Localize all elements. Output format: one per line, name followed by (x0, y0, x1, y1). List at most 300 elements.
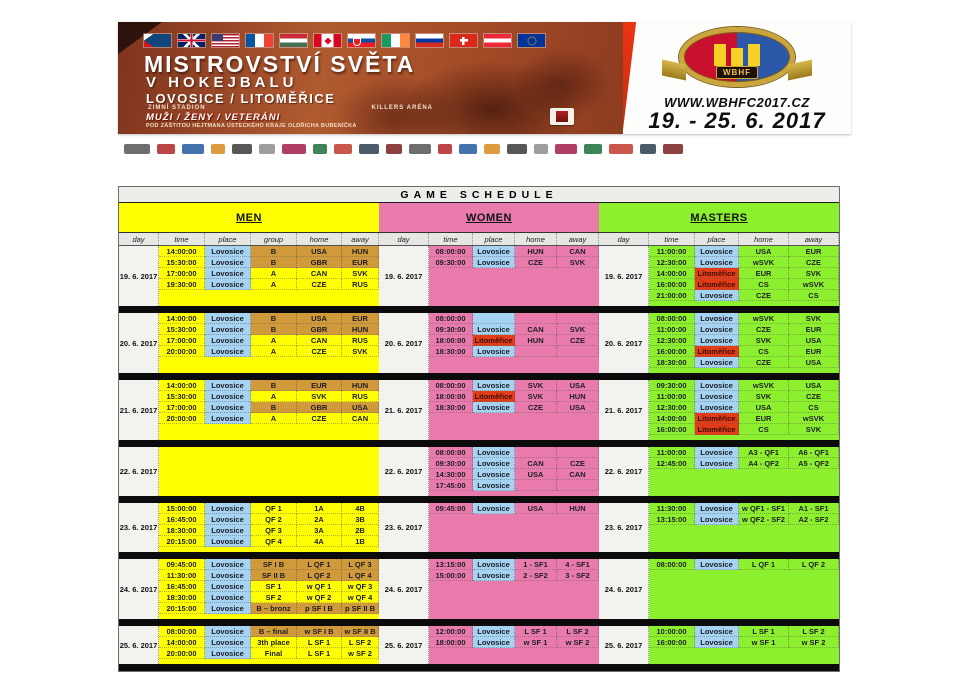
cell-away: CAN (557, 246, 599, 257)
cell-away: HUN (557, 503, 599, 514)
sponsor-logo (313, 144, 327, 154)
cell-home: 2A (297, 514, 342, 525)
rows-area (649, 313, 839, 373)
arena-logo (550, 108, 574, 125)
filler (159, 447, 379, 496)
men-day-block (119, 503, 379, 552)
cell-away: CZE (557, 335, 599, 346)
game-row (649, 559, 839, 570)
cell-time: 15:00:00 (429, 570, 473, 581)
cell-time: 17:00:00 (159, 402, 205, 413)
cell-away: w QF 4 (342, 592, 379, 603)
column-header-women-day: day (379, 233, 429, 245)
cell-place: Lovosice (695, 313, 739, 324)
day-cell: 20. 6. 2017 (379, 313, 429, 373)
rows-area (159, 246, 379, 306)
day-cell: 20. 6. 2017 (599, 313, 649, 373)
game-row (649, 503, 839, 514)
cell-away: SVK (789, 268, 839, 279)
game-row (429, 626, 599, 637)
column-header-women-time: time (429, 233, 473, 245)
cell-away: 4 - SF1 (557, 559, 599, 570)
day-cell: 25. 6. 2017 (119, 626, 159, 664)
event-website: WWW.WBHFC2017.CZ (664, 95, 810, 110)
cell-place: Lovosice (695, 514, 739, 525)
men-day-block (119, 380, 379, 440)
filler (649, 368, 839, 373)
column-header-masters-time: time (649, 233, 695, 245)
cell-home: USA (739, 402, 789, 413)
game-row (649, 380, 839, 391)
cell-home: w QF 2 (297, 592, 342, 603)
cell-away: HUN (342, 246, 379, 257)
game-row (429, 335, 599, 346)
cell-time: 15:30:00 (159, 391, 205, 402)
rows-area (649, 626, 839, 664)
game-row (159, 346, 379, 357)
rows-area (429, 246, 599, 306)
cell-group: B (251, 380, 297, 391)
cell-place: Lovosice (695, 626, 739, 637)
cell-place: Lovosice (205, 503, 251, 514)
cell-group: SF II B (251, 570, 297, 581)
cell-home: 4A (297, 536, 342, 547)
gbr-flag-icon (178, 34, 205, 47)
day-block (119, 313, 839, 373)
venue-right: KILLERS ARÉNA (371, 105, 433, 111)
cell-time: 14:00:00 (649, 413, 695, 424)
day-cell: 19. 6. 2017 (379, 246, 429, 306)
cell-away (557, 480, 599, 491)
cell-time: 12:30:00 (649, 335, 695, 346)
game-row (159, 257, 379, 268)
wbhf-logo (679, 27, 795, 87)
sponsor-logo (232, 144, 252, 154)
filler (429, 413, 599, 440)
cell-time: 09:45:00 (429, 503, 473, 514)
cell-home: USA (515, 469, 557, 480)
game-row (159, 313, 379, 324)
cell-time: 14:00:00 (159, 637, 205, 648)
venues-line (148, 105, 433, 111)
cell-group: A (251, 413, 297, 424)
section-headers-row (119, 203, 839, 233)
cell-time: 12:00:00 (429, 626, 473, 637)
cell-home: CS (739, 279, 789, 290)
game-row (649, 447, 839, 458)
rows-area (159, 503, 379, 552)
sponsor-logo (555, 144, 577, 154)
cell-place: Lovosice (205, 413, 251, 424)
cell-time: 08:00:00 (429, 380, 473, 391)
filler (429, 581, 599, 619)
cell-place: Lovosice (695, 402, 739, 413)
day-cell: 22. 6. 2017 (379, 447, 429, 496)
men-day-block (119, 559, 379, 619)
game-row (649, 424, 839, 435)
game-row (649, 313, 839, 324)
cell-home: EUR (739, 268, 789, 279)
cell-place: Lovosice (205, 279, 251, 290)
irl-flag-icon (382, 34, 409, 47)
cell-away: RUS (342, 335, 379, 346)
cell-time: 20:15:00 (159, 603, 205, 614)
game-row (159, 603, 379, 614)
game-row (429, 402, 599, 413)
game-row (159, 380, 379, 391)
cell-home: SVK (297, 391, 342, 402)
masters-day-block (599, 447, 839, 496)
cell-time: 17:45:00 (429, 480, 473, 491)
cell-time: 16:00:00 (649, 279, 695, 290)
game-row (429, 346, 599, 357)
logo-wing-left (662, 59, 686, 80)
cell-group: SF I B (251, 559, 297, 570)
cell-home (515, 313, 557, 324)
cell-away: L SF 2 (342, 637, 379, 648)
cell-home: CZE (515, 402, 557, 413)
cell-away: wSVK (789, 279, 839, 290)
sponsor-logo (334, 144, 352, 154)
cell-time: 18:30:00 (649, 357, 695, 368)
cell-place: Lovosice (205, 335, 251, 346)
sponsor-logo (507, 144, 527, 154)
cell-home: CS (739, 346, 789, 357)
cell-group: B (251, 402, 297, 413)
cell-place: Lovosice (205, 246, 251, 257)
cell-away: USA (557, 380, 599, 391)
cell-away: SVK (789, 424, 839, 435)
game-row (159, 246, 379, 257)
men-day-block (119, 447, 379, 496)
cell-place: Lovosice (205, 391, 251, 402)
sponsor-logo (359, 144, 379, 154)
game-row (649, 246, 839, 257)
cell-home: 2 - SF2 (515, 570, 557, 581)
sponsor-logo (663, 144, 683, 154)
sponsor-logo (182, 144, 204, 154)
cell-home: HUN (515, 246, 557, 257)
cell-place: Lovosice (473, 480, 515, 491)
section-header-men (119, 203, 379, 233)
cell-time: 21:00:00 (649, 290, 695, 301)
cell-group: B (251, 246, 297, 257)
filler (159, 424, 379, 440)
cell-home: SVK (739, 391, 789, 402)
cell-time: 17:00:00 (159, 268, 205, 279)
game-row (649, 626, 839, 637)
cell-time: 20:00:00 (159, 413, 205, 424)
cell-group: B (251, 313, 297, 324)
aut-flag-icon (484, 34, 511, 47)
cell-place: Lovosice (473, 346, 515, 357)
column-header-women-place: place (473, 233, 515, 245)
day-cell: 19. 6. 2017 (599, 246, 649, 306)
column-header-men-time: time (159, 233, 205, 245)
cell-away: CS (789, 290, 839, 301)
filler (429, 357, 599, 373)
block-separator (119, 306, 839, 313)
cell-home: USA (515, 503, 557, 514)
cell-time: 13:15:00 (429, 559, 473, 570)
cell-place: Lovosice (695, 357, 739, 368)
cell-home: w QF1 - SF1 (739, 503, 789, 514)
cell-group: QF 1 (251, 503, 297, 514)
cell-away: L SF 2 (789, 626, 839, 637)
cell-home (515, 447, 557, 458)
cell-away: USA (789, 335, 839, 346)
block-separator (119, 373, 839, 380)
cell-place: Lovosice (695, 447, 739, 458)
cell-place: Lovosice (473, 246, 515, 257)
cell-time: 11:30:00 (649, 503, 695, 514)
game-row (429, 637, 599, 648)
cell-time: 16:45:00 (159, 514, 205, 525)
game-row (649, 268, 839, 279)
cell-group: SF 1 (251, 581, 297, 592)
cell-home: w SF 1 (739, 637, 789, 648)
game-row (429, 257, 599, 268)
game-row (159, 279, 379, 290)
cell-away: L SF 2 (557, 626, 599, 637)
sponsor-logo (534, 144, 548, 154)
cell-group: A (251, 279, 297, 290)
cell-away: CZE (789, 257, 839, 268)
filler (429, 268, 599, 306)
day-block (119, 246, 839, 306)
event-banner (118, 22, 851, 134)
cell-time: 13:15:00 (649, 514, 695, 525)
day-cell: 23. 6. 2017 (119, 503, 159, 552)
cell-home: CAN (297, 268, 342, 279)
cell-away (557, 346, 599, 357)
section-header-women (379, 203, 599, 233)
cell-away: EUR (789, 346, 839, 357)
filler (159, 614, 379, 619)
cell-time: 12:45:00 (649, 458, 695, 469)
cell-home: wSVK (739, 313, 789, 324)
masters-day-block (599, 559, 839, 619)
cell-place: Lovosice (205, 570, 251, 581)
cell-home: GBR (297, 324, 342, 335)
women-day-block (379, 447, 599, 496)
cell-home: CZE (739, 324, 789, 335)
logo-wing-right (788, 59, 812, 80)
women-day-block (379, 626, 599, 664)
cell-away: EUR (789, 246, 839, 257)
game-row (159, 402, 379, 413)
cell-place: Litoměřice (695, 413, 739, 424)
cell-place: Lovosice (695, 637, 739, 648)
patronage-line: POD ZÁŠTITOU HEJTMANA ÚSTECKÉHO KRAJE OLDŘICHA BUBENÍČKA (146, 123, 357, 129)
cell-away (557, 313, 599, 324)
cell-place: Lovosice (205, 536, 251, 547)
game-row (429, 391, 599, 402)
cell-away: CS (789, 402, 839, 413)
cell-group: Final (251, 648, 297, 659)
block-separator (119, 496, 839, 503)
cell-home: CZE (297, 279, 342, 290)
cell-home: USA (297, 313, 342, 324)
cell-time: 09:30:00 (429, 324, 473, 335)
cell-away: 2B (342, 525, 379, 536)
cell-home: L QF 1 (297, 559, 342, 570)
cell-away: EUR (342, 313, 379, 324)
cell-place: Lovosice (695, 335, 739, 346)
cell-time: 08:00:00 (429, 246, 473, 257)
rows-area (159, 380, 379, 440)
game-row (159, 335, 379, 346)
cell-place: Lovosice (695, 391, 739, 402)
filler (649, 525, 839, 552)
cell-home: CZE (515, 257, 557, 268)
rows-area (159, 447, 379, 496)
cell-away: w SF II B (342, 626, 379, 637)
cell-place: Lovosice (473, 626, 515, 637)
day-block (119, 447, 839, 496)
column-headers-row (119, 233, 839, 246)
rows-area (429, 626, 599, 664)
filler (649, 301, 839, 306)
cell-time: 19:30:00 (159, 279, 205, 290)
cell-home: CZE (739, 290, 789, 301)
column-header-women-home: home (515, 233, 557, 245)
cell-time: 18:00:00 (429, 391, 473, 402)
filler (159, 290, 379, 306)
cell-place: Lovosice (473, 402, 515, 413)
section-header-masters (599, 203, 839, 233)
cell-away: SVK (789, 313, 839, 324)
game-row (429, 559, 599, 570)
cell-place: Lovosice (473, 637, 515, 648)
cell-time: 08:00:00 (429, 447, 473, 458)
cell-place: Lovosice (695, 458, 739, 469)
day-cell: 25. 6. 2017 (379, 626, 429, 664)
cell-place: Litoměřice (473, 335, 515, 346)
cell-away: A6 - QF1 (789, 447, 839, 458)
cell-place: Lovosice (473, 458, 515, 469)
game-row (159, 626, 379, 637)
filler (159, 659, 379, 664)
cell-place: Litoměřice (695, 346, 739, 357)
cell-away: A1 - SF1 (789, 503, 839, 514)
sponsor-logo (211, 144, 225, 154)
day-cell: 21. 6. 2017 (379, 380, 429, 440)
venue-left: ZIMNÍ STADION (148, 105, 206, 111)
usa-flag-icon (212, 34, 239, 47)
schedule-table (118, 186, 840, 672)
cell-away: wSVK (789, 413, 839, 424)
sponsor-logo (484, 144, 500, 154)
cell-time: 17:00:00 (159, 335, 205, 346)
section-label-women: WOMEN (466, 211, 512, 224)
masters-day-block (599, 503, 839, 552)
cell-time: 11:00:00 (649, 391, 695, 402)
cell-home: w SF 1 (515, 637, 557, 648)
cell-time: 14:00:00 (159, 380, 205, 391)
logo-castle-icon (714, 44, 760, 66)
day-cell: 24. 6. 2017 (119, 559, 159, 619)
cell-place: Lovosice (473, 469, 515, 480)
filler (159, 357, 379, 373)
rows-area (159, 313, 379, 373)
cell-place: Lovosice (205, 581, 251, 592)
sponsor-logo (386, 144, 402, 154)
cell-time: 11:00:00 (649, 246, 695, 257)
cell-group: A (251, 391, 297, 402)
cell-away: SVK (557, 257, 599, 268)
rows-area (429, 313, 599, 373)
filler (159, 547, 379, 552)
rows-area (649, 246, 839, 306)
game-row (429, 324, 599, 335)
sponsor-logo (459, 144, 477, 154)
event-title: MISTROVSTVÍ SVĚTA (144, 51, 416, 77)
sponsor-logo (124, 144, 150, 154)
cell-group: A (251, 335, 297, 346)
event-subtitle: V HOKEJBALU (146, 74, 298, 91)
rows-area (649, 503, 839, 552)
cell-home: EUR (739, 413, 789, 424)
cell-time: 18:30:00 (159, 592, 205, 603)
cell-time: 16:45:00 (159, 581, 205, 592)
cell-home: L SF 1 (297, 648, 342, 659)
cell-away: w SF 2 (557, 637, 599, 648)
cell-away: w QF 3 (342, 581, 379, 592)
cell-place: Lovosice (205, 257, 251, 268)
game-row (649, 514, 839, 525)
cell-home: CAN (515, 458, 557, 469)
cell-time: 18:00:00 (429, 335, 473, 346)
cell-place: Lovosice (473, 447, 515, 458)
cell-away: w SF 2 (342, 648, 379, 659)
section-label-men: MEN (236, 211, 262, 224)
cell-away: p SF II B (342, 603, 379, 614)
cell-place: Lovosice (205, 603, 251, 614)
game-row (649, 257, 839, 268)
rows-area (429, 559, 599, 619)
rows-area (649, 447, 839, 496)
game-row (429, 313, 599, 324)
cell-home: HUN (515, 335, 557, 346)
flags-row (144, 34, 545, 47)
rows-area (649, 559, 839, 619)
cell-home: w QF 1 (297, 581, 342, 592)
cell-time: 18:00:00 (429, 637, 473, 648)
cell-time: 14:00:00 (159, 246, 205, 257)
game-row (649, 279, 839, 290)
day-block (119, 380, 839, 440)
women-day-block (379, 313, 599, 373)
cell-group: QF 4 (251, 536, 297, 547)
categories-line: MUŽI / ŽENY / VETERÁNI (146, 112, 281, 123)
cell-home: CS (739, 424, 789, 435)
cell-place: Lovosice (205, 626, 251, 637)
cell-time: 20:00:00 (159, 648, 205, 659)
column-header-masters-place: place (695, 233, 739, 245)
game-row (649, 413, 839, 424)
rows-area (159, 559, 379, 619)
cell-place: Lovosice (695, 380, 739, 391)
cell-away: L QF 2 (789, 559, 839, 570)
sponsor-logo (259, 144, 275, 154)
cell-time: 15:00:00 (159, 503, 205, 514)
cell-time: 15:30:00 (159, 324, 205, 335)
cell-home (515, 346, 557, 357)
cell-home: CAN (515, 324, 557, 335)
schedule-blocks (119, 246, 839, 671)
game-row (159, 592, 379, 603)
